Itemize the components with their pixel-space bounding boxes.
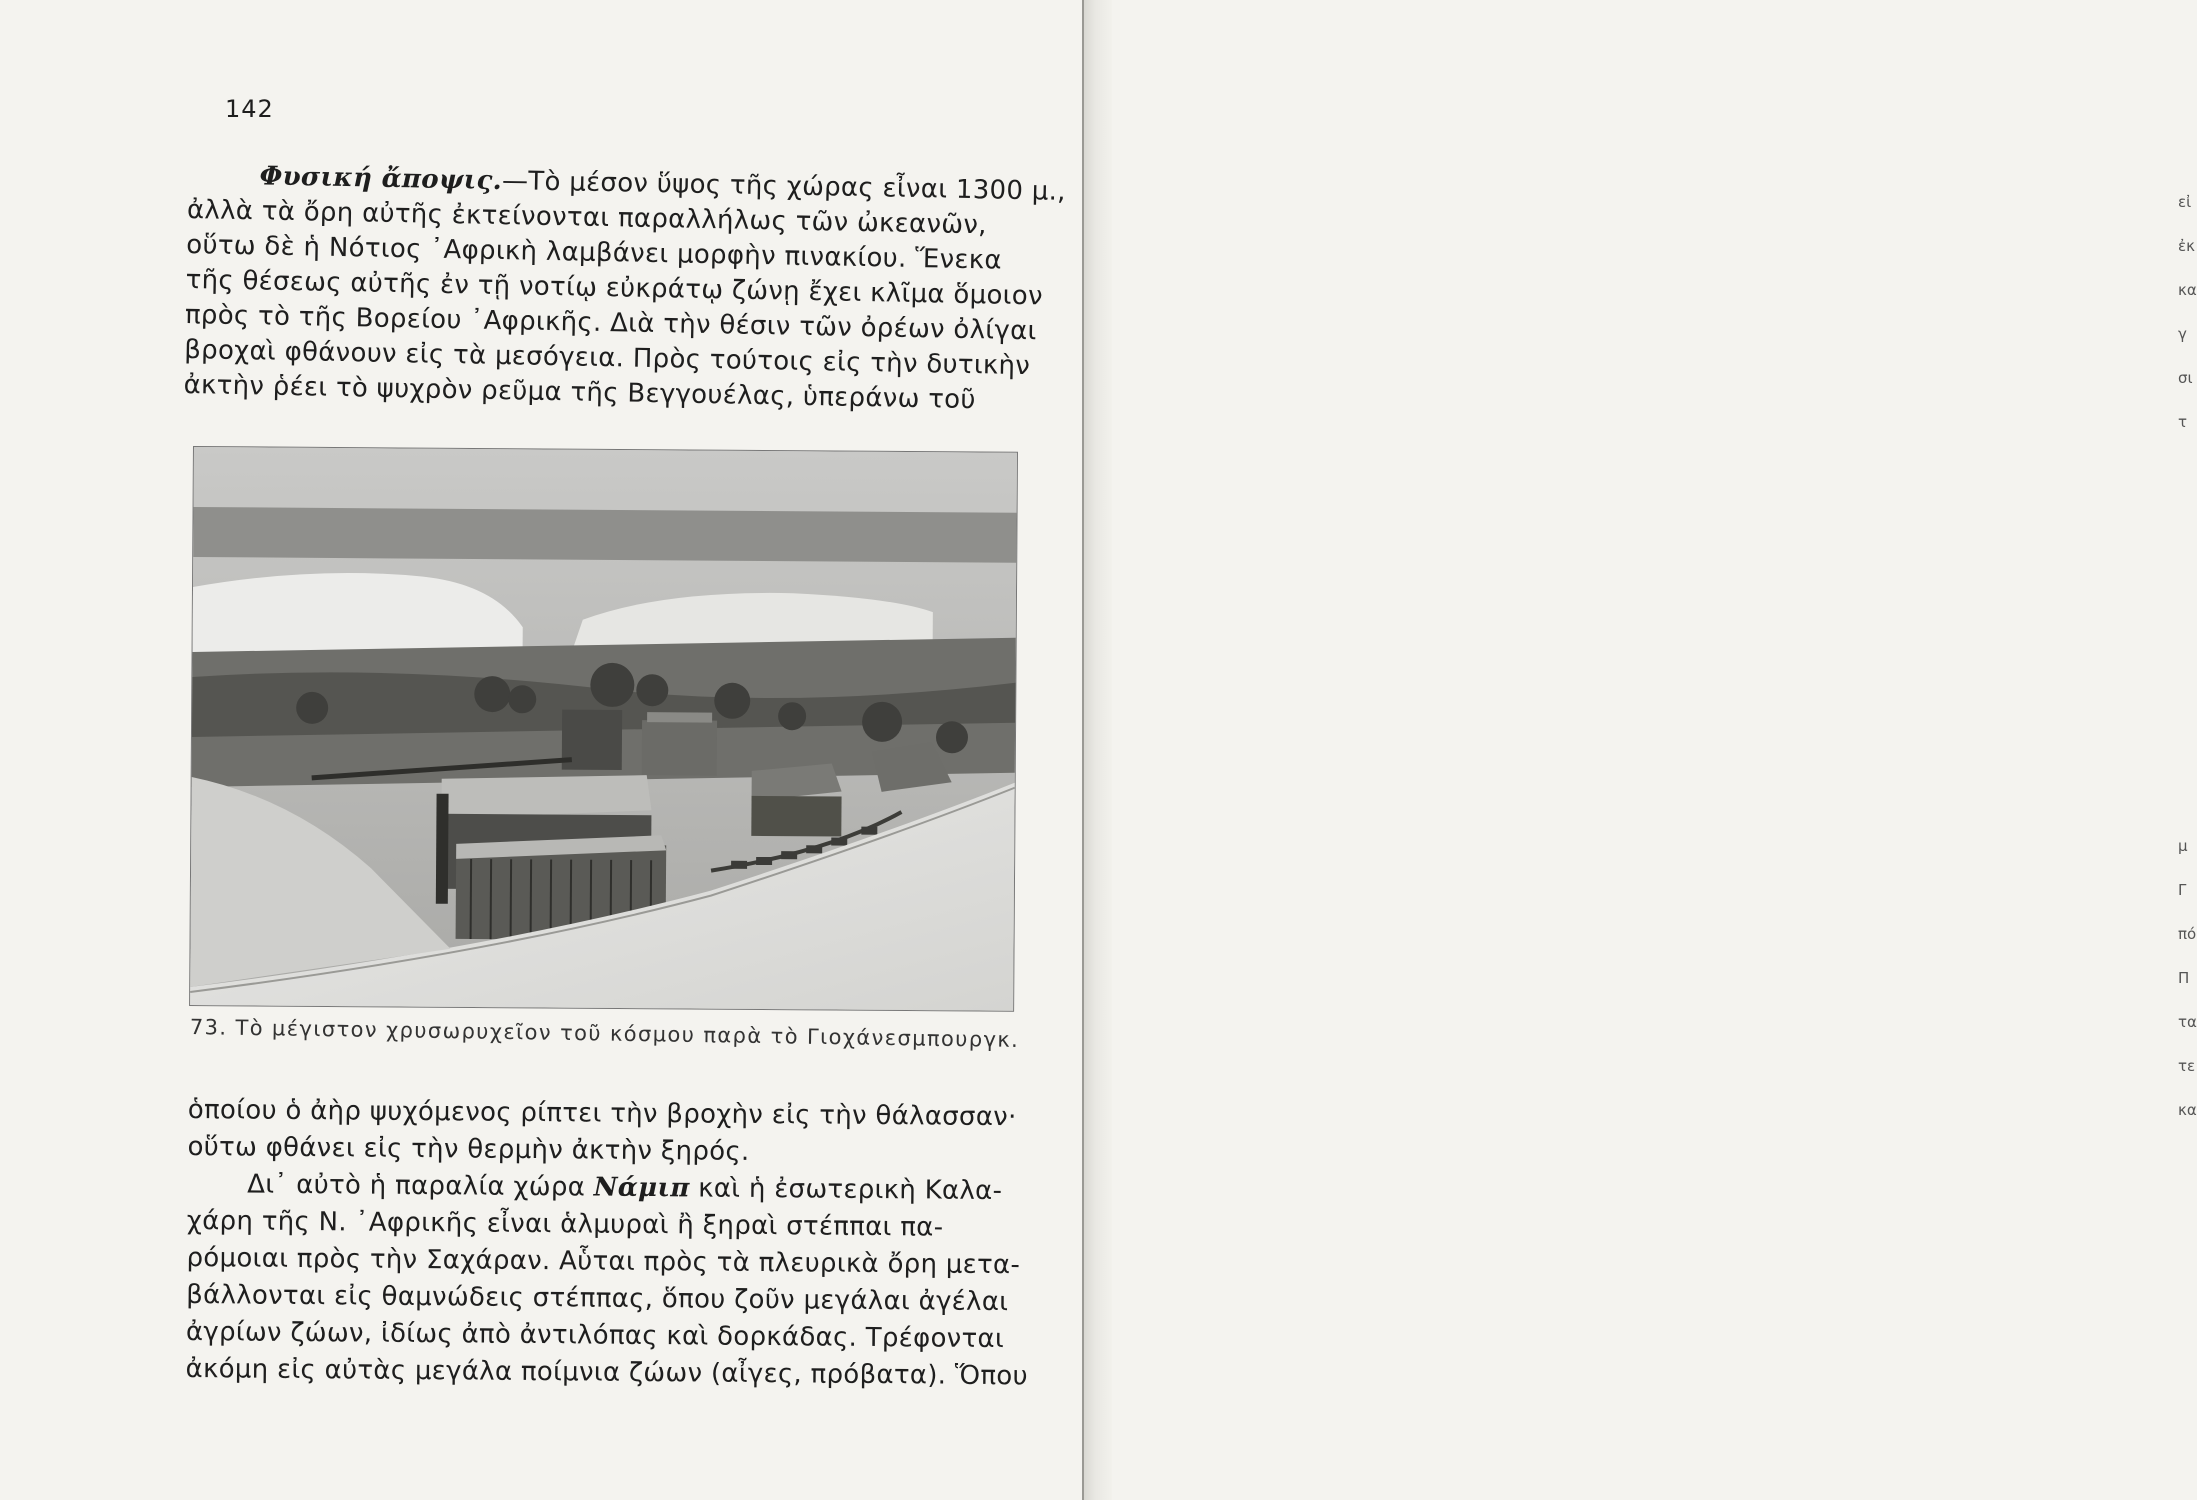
paragraph-namib-kalahari: ὁποίου ὁ ἀὴρ ψυχόμενος ρίπτει τὴν βροχὴν εἰς τὴν θάλασσαν· οὕτω φθάνει εἰς τὴν θερμὴν ἀκτὴν ξηρός. Δι᾿ αὐτὸ ἡ παραλία χώρα Νάμιπ καὶ ἡ ἐσωτερικὴ Καλα- χάρη τῆς Ν. ᾿Αφρικῆς εἶναι ἁλμυραὶ ἢ ξηραὶ στέππαι πα- ρόμοιαι πρὸς τὴν Σαχάραν. Αὗται πρὸς τὰ πλευρικὰ ὄρη μετα- βάλλονται εἰς θαμνώδεις στέππας, ὅπου ζοῦν μεγάλαι ἀγέλαι ἀγρίων ζώων, ἰδίως ἀπὸ ἀντιλόπας καὶ δορκάδας. Τρέφονται ἀκόμη εἰς αὐτὰς μεγάλα ποίμνια ζώων (αἶγες, πρόβατα). Ὅπου (185, 1094, 1029, 1392)
facing-page-fragments: εἰ ἐκ κα γ σι τ μ Γ πό Π τα τε κα (2178, 193, 2197, 1119)
page-number: 142 (225, 95, 274, 123)
figure-caption: 73. Τὸ μέγιστον χρυσωρυχεῖον τοῦ κόσμου παρὰ τὸ Γιοχάνεσμπουργκ. (189, 1015, 1020, 1053)
facing-page-edge (1082, 0, 2197, 1500)
section-heading: Φυσική ἄποψις. (259, 161, 503, 197)
paragraph-physical-aspect: Φυσική ἄποψις.—Τὸ μέσον ὕψος τῆς χώρας εἶναι 1300 μ., ἀλλὰ τὰ ὄρη αὐτῆς ἐκτείνονται παραλλήλως τῶν ὠκεανῶν, οὕτω δὲ ἡ Νότιος ᾿Αφρικὴ λαμβάνει μορφὴν πινακίου. Ἕνεκα τῆς θέσεως αὐτῆς ἐν τῇ νοτίῳ εὐκράτῳ ζώνῃ ἔχει κλῖμα ὅμοιον πρὸς τὸ τῆς Βορείου ᾿Αφρικῆς. Διὰ τὴν θέσιν τῶν ὀρέων ὀλίγαι βροχαὶ φθάνουν εἰς τὰ μεσόγεια. Πρὸς τούτοις εἰς τὴν δυτικὴν ἀκτὴν ῥέει τὸ ψυχρὸν ρεῦμα τῆς Βεγγουέλας, ὑπεράνω τοῦ (183, 161, 1067, 416)
place-name-namib: Νάμιπ (593, 1172, 690, 1204)
gold-mine-photograph (189, 446, 1018, 1012)
